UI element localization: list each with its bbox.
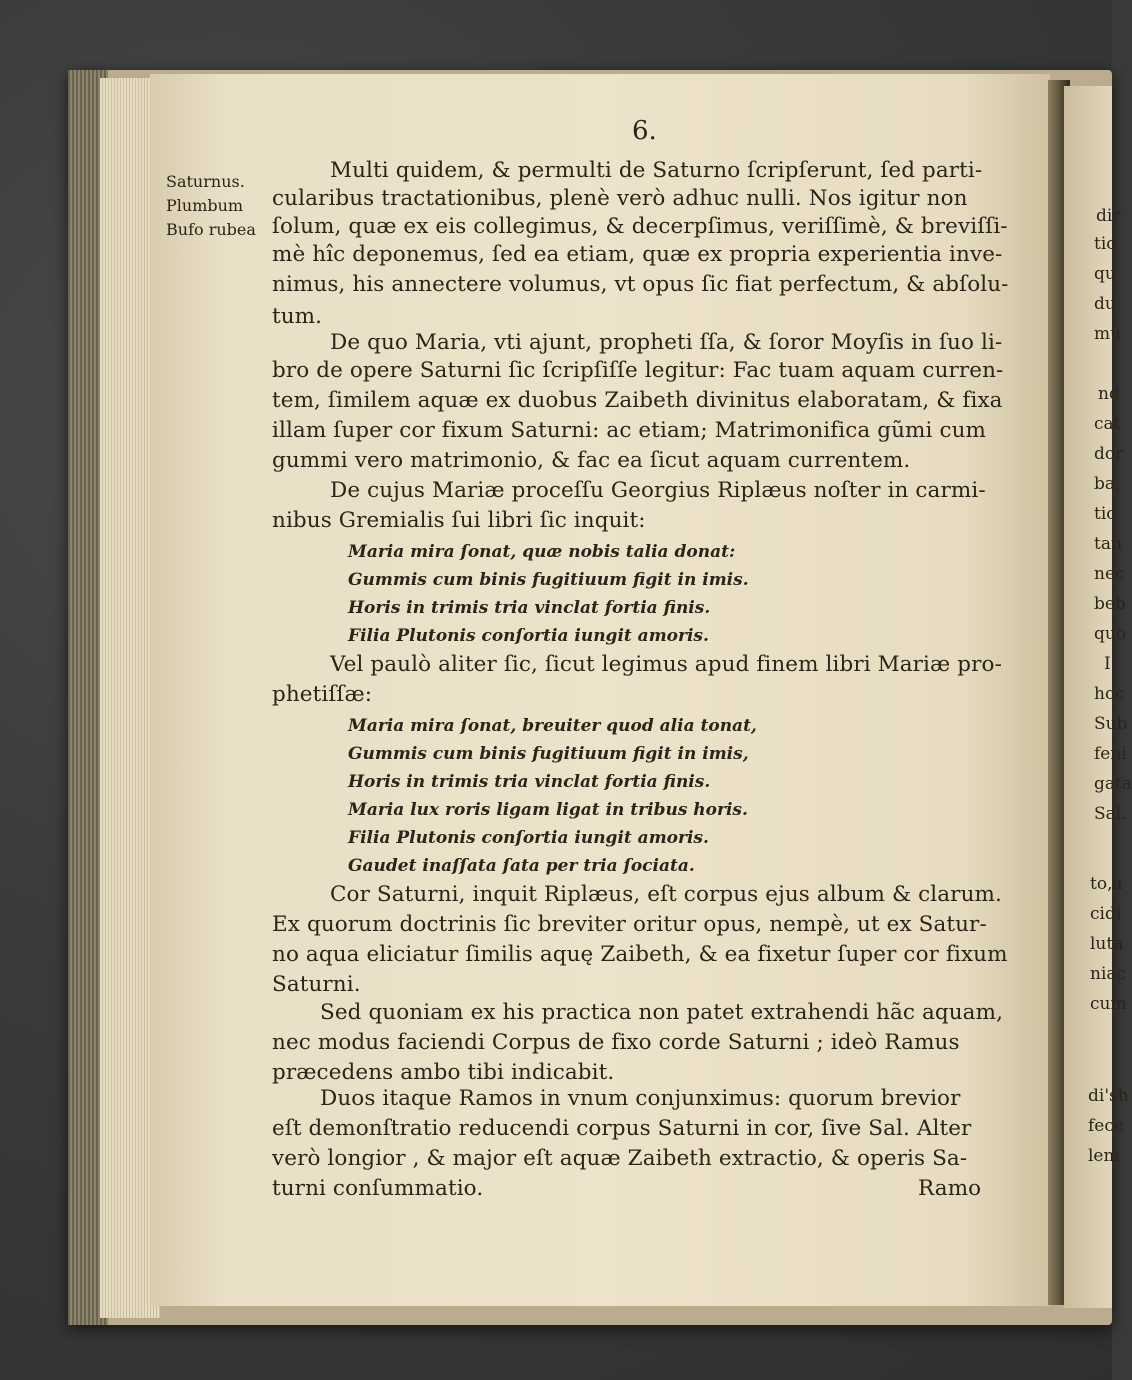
right-fragment: Sal. xyxy=(1094,804,1127,824)
text-line: illam ſuper cor fixum Saturni: ac etiam; Matrimonifica gũmi cum xyxy=(272,418,987,443)
text-line: verò longior , & major eſt aquæ Zaibeth extractio, & operis Sa- xyxy=(272,1146,968,1171)
verse-line: Filia Plutonis conſortia iungit amoris. xyxy=(348,626,709,646)
right-fragment: hoc xyxy=(1094,684,1125,704)
text-line: Vel paulò aliter ſic, ſicut legimus apud finem libri Mariæ pro- xyxy=(330,652,1002,677)
verse-line: Gummis cum binis fugitiuum figit in imis. xyxy=(348,570,749,590)
right-fragment: nd xyxy=(1098,384,1120,404)
right-fragment: dor xyxy=(1094,444,1124,464)
text-line: Cor Saturni, inquit Riplæus, eſt corpus ejus album & clarum. xyxy=(330,882,1002,907)
text-line: Saturni. xyxy=(272,972,361,997)
right-fragment: niac xyxy=(1090,964,1127,984)
right-fragment: dir xyxy=(1096,206,1121,226)
verse-line: Horis in trimis tria vinclat fortia finis. xyxy=(348,598,711,618)
right-fragment: cidi xyxy=(1090,904,1122,924)
text-line: Ex quorum doctrinis ſic breviter oritur opus, nempè, ut ex Satur- xyxy=(272,912,987,937)
marginal-note: Plumbum xyxy=(166,196,244,215)
text-line: bro de opere Saturni ſic ſcripſiſſe legitur: Fac tuam aquam curren- xyxy=(272,358,1004,383)
text-line: cularibus tractationibus, plenè verò adhuc nulli. Nos igitur non xyxy=(272,186,968,211)
right-fragment: gata xyxy=(1094,774,1132,794)
right-fragment: tio xyxy=(1094,504,1117,524)
verse-line: Maria mira ſonat, quæ nobis talia donat: xyxy=(348,542,736,562)
text-line: nimus, his annectere volumus, vt opus ſic fiat perfectum, & abſolu- xyxy=(272,272,1009,297)
right-fragment: mu xyxy=(1094,324,1122,344)
text-line: præcedens ambo tibi indicabit. xyxy=(272,1060,615,1085)
text-line: turni conſummatio. xyxy=(272,1176,484,1201)
right-fragment: cat xyxy=(1094,414,1121,434)
text-line: nibus Gremialis ſui libri ſic inquit: xyxy=(272,508,646,533)
page-number: 6. xyxy=(632,116,657,146)
text-line: Multi quidem, & permulti de Saturno ſcripſerunt, ſed parti- xyxy=(330,158,983,183)
text-line: no aqua eliciatur ſimilis aquę Zaibeth, & ea fixetur ſuper cor fixum xyxy=(272,942,1008,967)
text-line: tum. xyxy=(272,304,323,329)
right-page xyxy=(1064,86,1132,1308)
right-fragment: I xyxy=(1104,654,1111,674)
right-fragment: lem xyxy=(1088,1146,1120,1166)
verse-line: Horis in trimis tria vinclat fortia finis. xyxy=(348,772,711,792)
right-fragment: beb xyxy=(1094,594,1126,614)
text-line: ſolum, quæ ex eis collegimus, & decerpſimus, veriſſimè, & breviſſi- xyxy=(272,214,1008,239)
text-line: De cujus Mariæ proceſſu Georgius Riplæus noſter in carmi- xyxy=(330,478,986,503)
right-fragment: luta xyxy=(1090,934,1124,954)
text-line: Sed quoniam ex his practica non patet extrahendi hãc aquam, xyxy=(320,1000,1004,1025)
right-fragment: qu xyxy=(1094,264,1116,284)
text-line: eſt demonſtratio reducendi corpus Saturni in cor, ſive Sal. Alter xyxy=(272,1116,972,1141)
right-fragment: fece xyxy=(1088,1116,1124,1136)
verse-line: Gaudet inaſſata ſata per tria ſociata. xyxy=(348,856,695,876)
right-fragment: ba, xyxy=(1094,474,1121,494)
text-line: Duos itaque Ramos in vnum conjunximus: quorum brevior xyxy=(320,1086,961,1111)
verse-line: Gummis cum binis fugitiuum figit in imis, xyxy=(348,744,749,764)
right-fragment: nec xyxy=(1094,564,1125,584)
text-line: nec modus faciendi Corpus de fixo corde Saturni ; ideò Ramus xyxy=(272,1030,960,1055)
right-fragment: to,a xyxy=(1090,874,1123,894)
verse-line: Maria lux roris ligam ligat in tribus horis. xyxy=(348,800,748,820)
right-fragment: feni xyxy=(1094,744,1127,764)
right-fragment: cum xyxy=(1090,994,1127,1014)
marginal-note: Bufo rubea xyxy=(166,220,256,239)
verse-line: Maria mira ſonat, breuiter quod alia tonat, xyxy=(348,716,757,736)
text-line: tem, ſimilem aquæ ex duobus Zaibeth divinitus elaboratam, & fixa xyxy=(272,388,1003,413)
right-fragment: quo xyxy=(1094,624,1127,644)
text-line: phetiſſæ: xyxy=(272,682,373,707)
catchword: Ramo xyxy=(918,1176,982,1201)
right-fragment: Sub xyxy=(1094,714,1128,734)
text-line: De quo Maria, vti ajunt, propheti ſſa, & ſoror Moyſis in ſuo li- xyxy=(330,330,1003,355)
right-fragment: di'sh xyxy=(1088,1086,1129,1106)
text-line: gummi vero matrimonio, & fac ea ſicut aquam currentem. xyxy=(272,448,911,473)
verse-line: Filia Plutonis conſortia iungit amoris. xyxy=(348,828,709,848)
marginal-note: Saturnus. xyxy=(166,172,245,191)
right-fragment: tan xyxy=(1094,534,1122,554)
right-fragment: du xyxy=(1094,294,1116,314)
right-fragment: tio xyxy=(1094,234,1117,254)
text-line: mè hîc deponemus, ſed ea etiam, quæ ex propria experientia inve- xyxy=(272,242,1003,267)
